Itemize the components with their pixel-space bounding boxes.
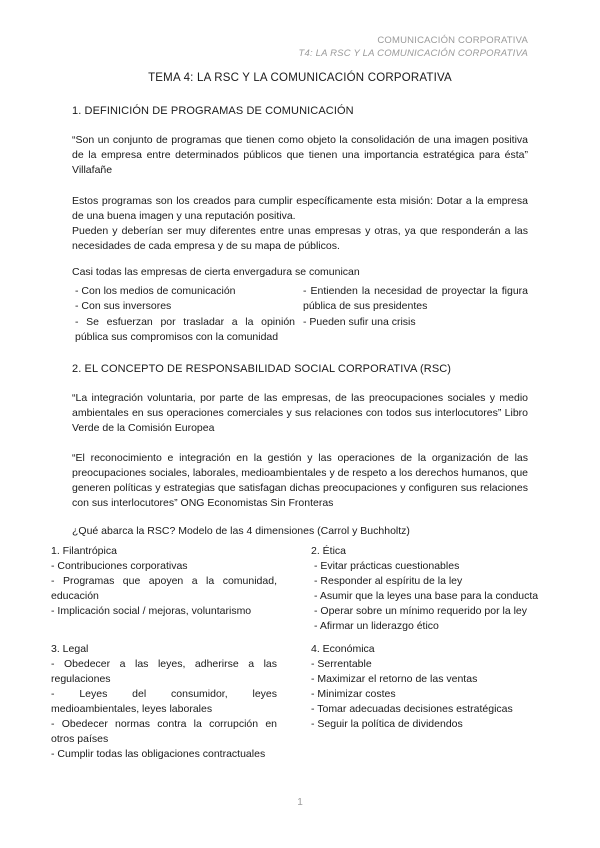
list-item: - Evitar prácticas cuestionables xyxy=(314,560,460,572)
dimension-title: 1. Filantrópica xyxy=(51,545,117,557)
list-item: - Responder al espíritu de la ley xyxy=(314,575,463,587)
list-item: - Maximizar el retorno de las ventas xyxy=(311,673,478,685)
section1-heading: 1. DEFINICIÓN DE PROGRAMAS DE COMUNICACIÓN xyxy=(72,105,354,117)
section1-para2: Pueden y deberían ser muy diferentes entre unas empresas y otras, ya que responderán a las necesidades de cada empresa y de su mapa de públicos. xyxy=(72,225,528,252)
dimensions-row-2 xyxy=(51,642,551,762)
list-item: - Obedecer a las leyes, adherirse a las regulaciones xyxy=(51,658,277,685)
page-number: 1 xyxy=(297,797,303,808)
header-course: COMUNICACIÓN CORPORATIVA xyxy=(377,35,528,46)
list-item: - Programas que apoyen a la comunidad, educación xyxy=(51,575,277,602)
communication-list xyxy=(75,284,528,345)
section2-quote2: “El reconocimiento e integración en la gestión y las operaciones de la organización de las preocupaciones sociales, laborales, medioambientales y de respeto a los derechos humanos, que generen políticas y estrategias que satisfagan dichas preocupaciones y configuren sus relaciones con sus interlocutores” ONG Economistas Sin Fronteras xyxy=(72,452,528,509)
list-item: - Serrentable xyxy=(311,658,372,670)
list-item: - Leyes del consumidor, leyes medioambientales, leyes laborales xyxy=(51,688,277,715)
list-item: - Obedecer normas contra la corrupción en otros países xyxy=(51,718,277,745)
list-item: - Cumplir todas las obligaciones contractuales xyxy=(51,748,266,760)
dimensions-row-1 xyxy=(51,544,551,634)
communication-list-right xyxy=(303,284,528,345)
dimension-title: 4. Económica xyxy=(311,643,375,655)
list-item: - Pueden sufir una crisis xyxy=(303,316,416,328)
list-item: - Afirmar un liderazgo ético xyxy=(314,620,439,632)
list-item: - Implicación social / mejoras, voluntarismo xyxy=(51,605,252,617)
list-item: - Con sus inversores xyxy=(75,300,172,312)
header-topic: T4: LA RSC Y LA COMUNICACIÓN CORPORATIVA xyxy=(298,48,528,59)
list-item: - Con los medios de comunicación xyxy=(75,285,236,297)
dimension-economic xyxy=(311,642,551,762)
list-item: - Operar sobre un mínimo requerido por la ley xyxy=(314,605,528,617)
list-item: - Tomar adecuadas decisiones estratégicas xyxy=(311,703,513,715)
section2-quote1: “La integración voluntaria, por parte de las empresas, de las preocupaciones sociales y medio ambientales en sus operaciones comerciales y sus relaciones con todos sus interlocutores” Libro Verde de la Comisión Europea xyxy=(72,392,528,434)
document-title: TEMA 4: LA RSC Y LA COMUNICACIÓN CORPORATIVA xyxy=(148,72,452,84)
dimension-title: 2. Ética xyxy=(311,545,347,557)
running-header xyxy=(298,34,528,60)
dimension-title: 3. Legal xyxy=(51,643,89,655)
dimension-ethical xyxy=(311,544,551,634)
section2-heading: 2. EL CONCEPTO DE RESPONSABILIDAD SOCIAL CORPORATIVA (RSC) xyxy=(72,363,452,375)
list-item: - Minimizar costes xyxy=(311,688,396,700)
dimension-legal xyxy=(51,642,277,762)
communication-list-left xyxy=(75,284,295,345)
list-item: - Se esfuerzan por trasladar a la opinión pública sus compromisos con la comunidad xyxy=(75,316,295,343)
list-item: - Contribuciones corporativas xyxy=(51,560,188,572)
model-question: ¿Qué abarca la RSC? Modelo de las 4 dimensiones (Carrol y Buchholtz) xyxy=(72,525,410,537)
list-item: - Entienden la necesidad de proyectar la figura pública de sus presidentes xyxy=(303,285,528,312)
list-item: - Asumir que la leyes una base para la conducta xyxy=(314,590,539,602)
section1-quote: “Son un conjunto de programas que tienen como objeto la consolidación de una imagen positiva de la empresa entre determinados públicos que tienen una importancia estratégica para ésta” Villafañe xyxy=(72,134,528,176)
list-item: - Seguir la política de dividendos xyxy=(311,718,463,730)
dimension-philanthropic xyxy=(51,544,277,634)
section1-intro: Casi todas las empresas de cierta envergadura se comunican xyxy=(72,266,360,278)
section1-para1: Estos programas son los creados para cumplir específicamente esta misión: Dotar a la empresa de una buena imagen y una reputación positiva. xyxy=(72,195,528,222)
